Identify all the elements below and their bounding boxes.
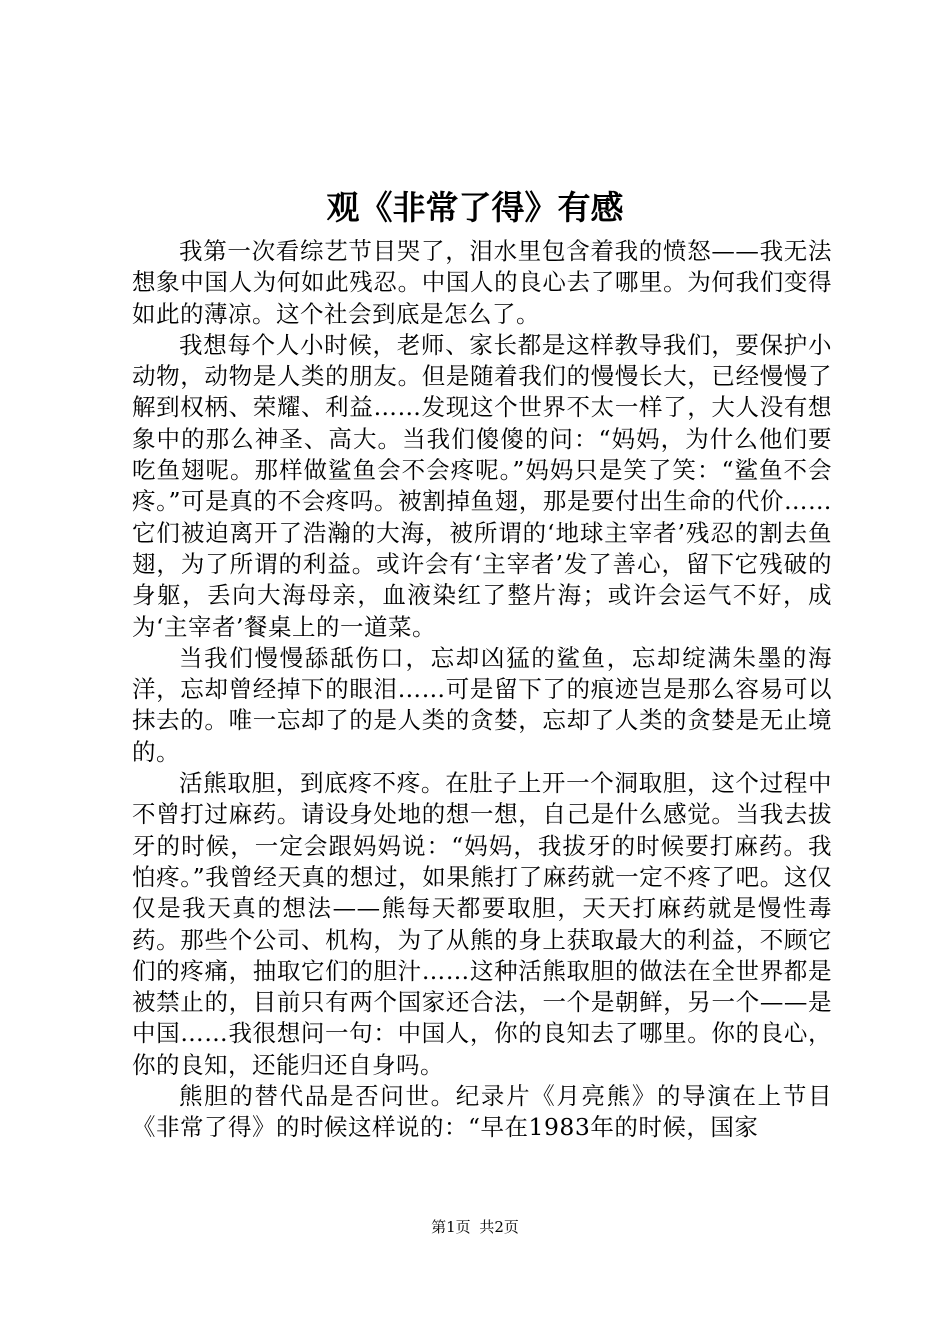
paragraph-2: 我想每个人小时候，老师、家长都是这样教导我们，要保护小动物，动物是人类的朋友。但是随着我们的慢慢长大，已经慢慢了解到权柄、荣耀、利益……发现这个世界不太一样了，大人没有想象中的那么神圣、高大。当我们傻傻的问：“妈妈，为什么他们要吃鱼翅呢。那样做鲨鱼会不会疼呢。”妈妈只是笑了笑：“鲨鱼不会疼。”可是真的不会疼吗。被割掉鱼翅，那是要付出生命的代价……它们被迫离开了浩瀚的大海，被所谓的‘地球主宰者’残忍的割去鱼翅，为了所谓的利益。或许会有‘主宰者’发了善心，留下它残破的身躯，丢向大海母亲，血液染红了整片海；或许会运气不好，成为‘主宰者’餐桌上的一道菜。 <box>132 330 832 641</box>
page-number: 第1页 <box>431 1218 471 1236</box>
document-title: 观《非常了得》有感 <box>326 188 624 227</box>
paragraph-4: 活熊取胆，到底疼不疼。在肚子上开一个洞取胆，这个过程中不曾打过麻药。请设身处地的想一想，自己是什么感觉。当我去拔牙的时候，一定会跟妈妈说：“妈妈，我拔牙的时候要打麻药。我怕疼。”我曾经天真的想过，如果熊打了麻药就一定不疼了吧。这仅仅是我天真的想法——熊每天都要取胆，天天打麻药就是慢性毒药。那些个公司、机构，为了从熊的身上获取最大的利益，不顾它们的疼痛，抽取它们的胆汁……这种活熊取胆的做法在全世界都是被禁止的，目前只有两个国家还合法，一个是朝鲜，另一个——是中国……我很想问一句：中国人，你的良知去了哪里。你的良心，你的良知，还能归还自身吗。 <box>132 769 832 1079</box>
document-body <box>132 236 832 1144</box>
paragraph-1: 我第一次看综艺节目哭了，泪水里包含着我的愤怒——我无法想象中国人为何如此残忍。中国人的良心去了哪里。为何我们变得如此的薄凉。这个社会到底是怎么了。 <box>132 237 832 328</box>
page-footer <box>0 1216 950 1238</box>
page-total: 共2页 <box>479 1218 519 1236</box>
paragraph-3: 当我们慢慢舔舐伤口，忘却凶猛的鲨鱼，忘却绽满朱墨的海洋，忘却曾经掉下的眼泪……可是留下了的痕迹岂是那么容易可以抹去的。唯一忘却了的是人类的贪婪，忘却了人类的贪婪是无止境的。 <box>132 643 832 766</box>
paragraph-5: 熊胆的替代品是否问世。纪录片《月亮熊》的导演在上节目《非常了得》的时候这样说的：“早在1983年的时候，国家 <box>132 1082 832 1142</box>
